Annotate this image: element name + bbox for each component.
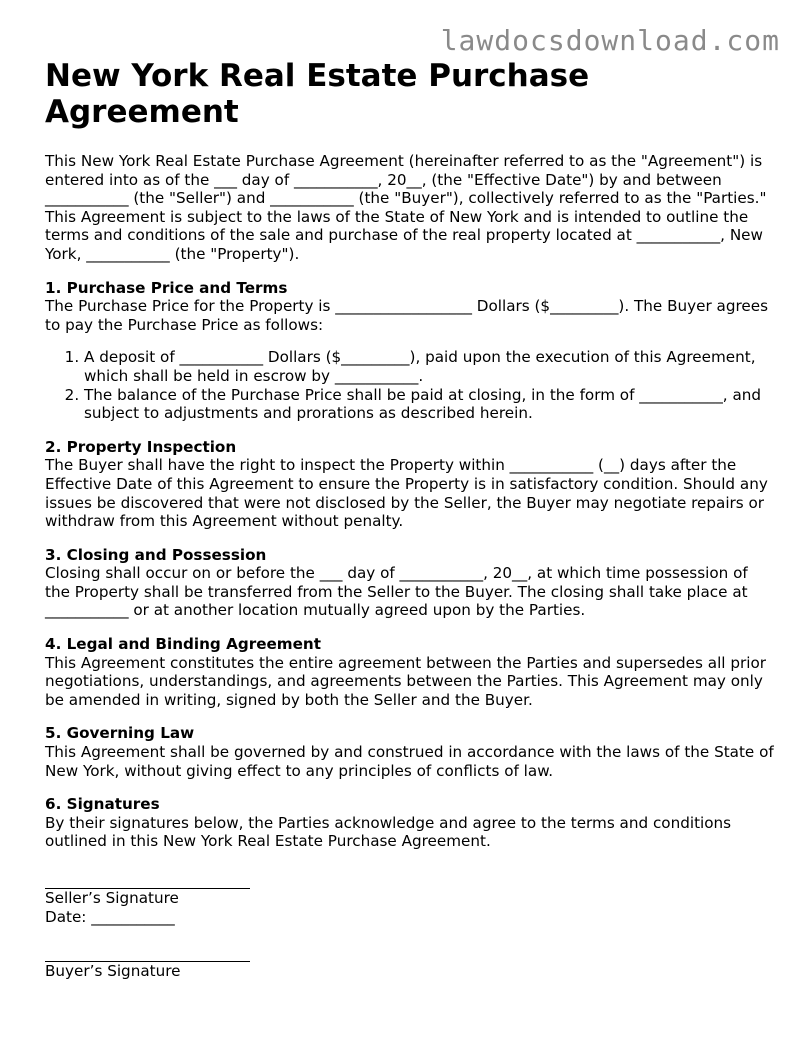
seller-signature-label: Seller’s Signature xyxy=(45,889,179,907)
section-title: 3. Closing and Possession xyxy=(45,545,267,564)
section-purchase-price xyxy=(45,279,775,423)
intro-paragraph: This New York Real Estate Purchase Agreement (hereinafter referred to as the "Agreement") is entered into as of the ___ day of ___________, 20__, (the "Effective Date") by and between ___________ (the "Seller") and ___________ (the "Buyer"), collectively referred to as the "Parties." This Agreement is subject to the laws of the State of New York and is intended to outline the terms and conditions of the sale and purchase of the real property located at ___________, New York, ___________ (the "Property"). xyxy=(45,152,767,263)
seller-date-label: Date: ___________ xyxy=(45,907,175,926)
section-title: 2. Property Inspection xyxy=(45,437,237,456)
section-legal-binding xyxy=(45,635,775,709)
section-body: This Agreement constitutes the entire agreement between the Parties and supersedes all prior negotiations, understandings, and agreements between the Parties. This Agreement may only be amended in writing, signed by both the Seller and the Buyer. xyxy=(45,653,766,709)
section-body: This Agreement shall be governed by and construed in accordance with the laws of the State of New York, without giving effect to any principles of conflicts of law. xyxy=(45,743,774,780)
section-signatures xyxy=(45,795,775,851)
buyer-signature-label: Buyer’s Signature xyxy=(45,962,181,981)
seller-signature-block xyxy=(45,871,775,926)
section-body: The Purchase Price for the Property is __________________ Dollars ($_________). The Buyer agrees to pay the Purchase Price as follows: xyxy=(45,297,768,334)
document-title: New York Real Estate Purchase Agreement xyxy=(45,58,590,130)
section-body: The Buyer shall have the right to inspect the Property within ___________ (__) days after the Effective Date of this Agreement to ensure the Property is in satisfactory condition. Should any issues be discovered that were not disclosed by the Seller, the Buyer may negotiate repairs or withdraw from this Agreement without penalty. xyxy=(45,456,768,531)
section-governing-law xyxy=(45,724,775,780)
seller-signature-line[interactable] xyxy=(45,871,250,889)
list-item: 1. A deposit of ___________ Dollars ($_________), paid upon the execution of this Agreement, which shall be held in escrow by ___________. xyxy=(84,348,775,385)
watermark: lawdocsdownload.com xyxy=(440,24,780,57)
section-body: By their signatures below, the Parties acknowledge and agree to the terms and conditions outlined in this New York Real Estate Purchase Agreement. xyxy=(45,813,732,851)
section-title: 6. Signatures xyxy=(45,795,160,814)
section-title: 5. Governing Law xyxy=(45,724,195,743)
section-body: Closing shall occur on or before the ___ day of ___________, 20__, at which time possession of the Property shall be transferred from the Seller to the Buyer. The closing shall take place at ___________ or at another location mutually agreed upon by the Parties. xyxy=(45,564,748,620)
list-item: 2. The balance of the Purchase Price shall be paid at closing, in the form of ___________, and subject to adjustments and prorations as described herein. xyxy=(84,386,775,423)
buyer-signature-block xyxy=(45,944,775,981)
section-title: 4. Legal and Binding Agreement xyxy=(45,635,321,654)
section-title: 1. Purchase Price and Terms xyxy=(45,278,288,297)
section-property-inspection xyxy=(45,438,775,531)
section-closing-possession xyxy=(45,546,775,620)
buyer-signature-line[interactable] xyxy=(45,944,250,962)
document-page xyxy=(45,58,775,981)
payment-list xyxy=(45,348,775,422)
